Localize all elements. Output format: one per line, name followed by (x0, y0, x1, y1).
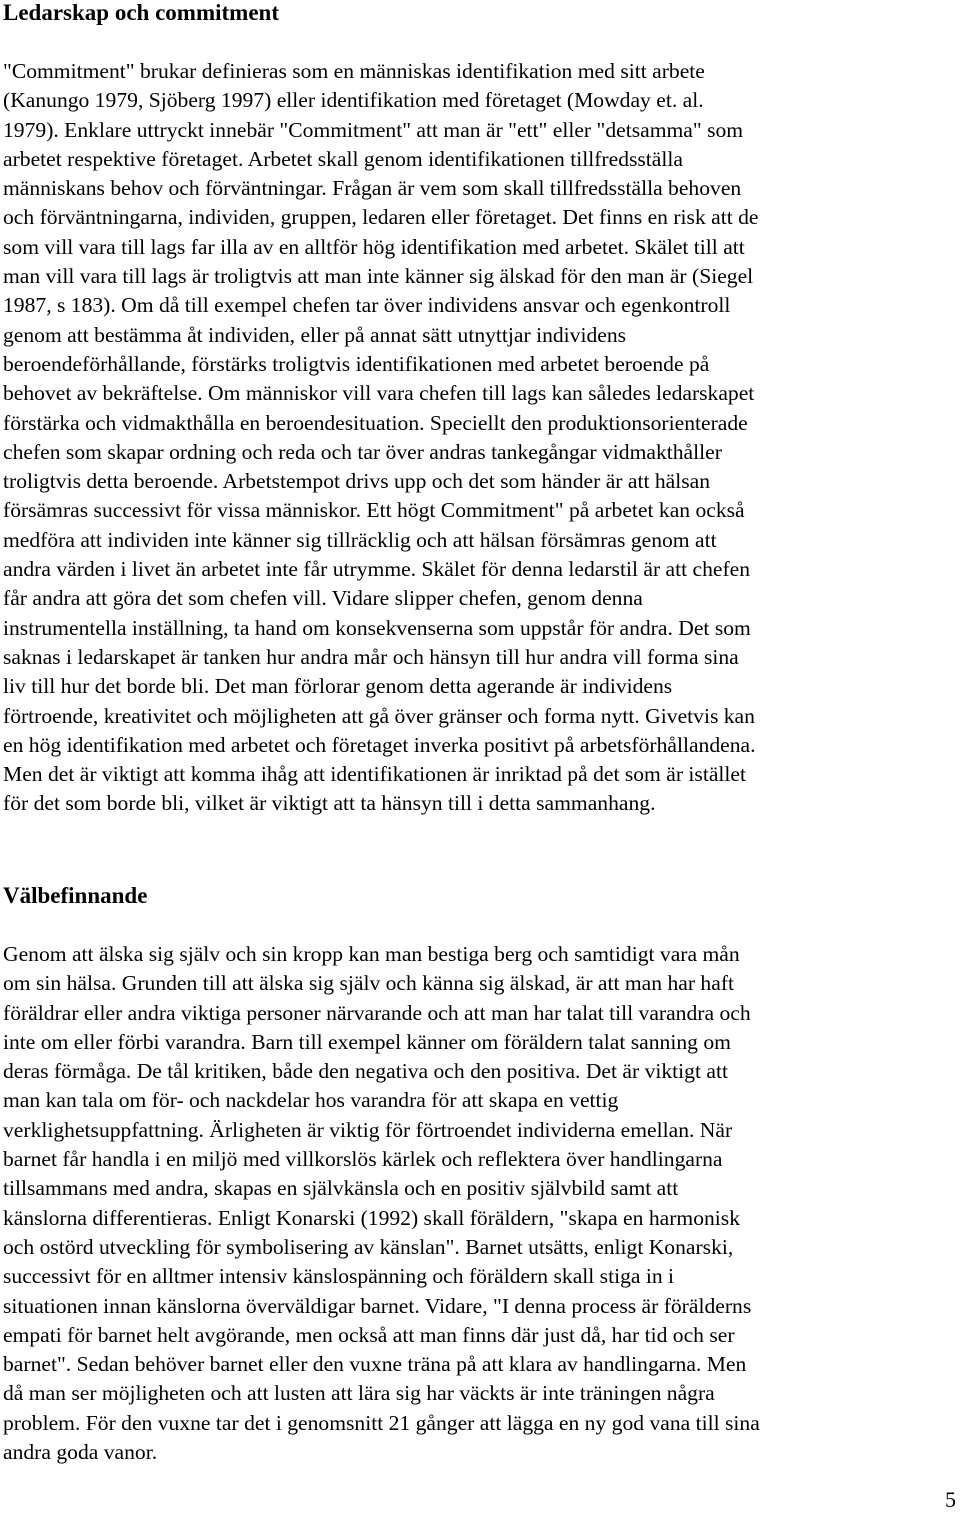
text-line: behovet av bekräftelse. Om människor vill vara chefen till lags kan således ledarskapet (3, 381, 755, 406)
text-line: man kan tala om för- och nackdelar hos varandra för att skapa en vettig (3, 1088, 619, 1113)
text-line: troligtvis detta beroende. Arbetstempot drivs upp och det som händer är att hälsan (3, 469, 711, 494)
text-line: (Kanungo 1979, Sjöberg 1997) eller identifikation med företaget (Mowday et. al. (3, 88, 704, 113)
text-line: förtroende, kreativitet och möjligheten att gå över gränser och forma nytt. Givetvis kan (3, 703, 755, 728)
paragraph-ledarskap (3, 57, 955, 819)
text-line: förstärka och vidmakthålla en beroendesituation. Speciellt den produktionsorienterade (3, 410, 748, 435)
text-line: andra goda vanor. (3, 1440, 158, 1465)
text-line: inte om eller förbi varandra. Barn till exempel känner om föräldern talat sanning om (3, 1029, 731, 1054)
paragraph-valbefinnande (3, 940, 955, 1467)
text-line: och ostörd utveckling för symbolisering av känslan". Barnet utsätts, enligt Konarski, (3, 1234, 734, 1259)
text-line: situationen innan känslorna överväldigar barnet. Vidare, "I denna process är förälderns (3, 1293, 752, 1318)
text-line: för det som borde bli, vilket är viktigt att ta hänsyn till i detta sammanhang. (3, 791, 656, 816)
text-line: liv till hur det borde bli. Det man förlorar genom detta agerande är individens (3, 674, 673, 699)
text-line: empati för barnet helt avgörande, men också att man finns där just då, har tid och ser (3, 1322, 735, 1347)
text-line: försämras successivt för vissa människor. Ett högt Commitment" på arbetet kan också (3, 498, 745, 523)
text-line: 1987, s 183). Om då till exempel chefen tar över individens ansvar och egenkontroll (3, 293, 731, 318)
text-line: som vill vara till lags far illa av en alltför hög identifikation med arbetet. Skälet till att (3, 234, 745, 259)
text-line: 1979). Enklare uttryckt innebär "Commitment" att man är "ett" eller "detsamma" som (3, 117, 744, 142)
text-line: "Commitment" brukar definieras som en människas identifikation med sitt arbete (3, 59, 705, 83)
text-line: tillsammans med andra, skapas en självkänsla och en positiv självbild samt att (3, 1176, 679, 1201)
text-line: chefen som skapar ordning och reda och tar över andras tankegångar vidmakthåller (3, 439, 722, 464)
text-line: instrumentella inställning, ta hand om konsekvenserna som uppstår för andra. Det som (3, 615, 751, 640)
text-line: Genom att älska sig själv och sin kropp kan man bestiga berg och samtidigt vara mån (3, 942, 740, 966)
text-line: successivt för en alltmer intensiv känslospänning och föräldern skall stiga in i (3, 1264, 675, 1289)
text-line: man vill vara till lags är troligtvis att man inte känner sig älskad för den man är (Siegel (3, 264, 754, 289)
text-line: känslorna differentieras. Enligt Konarski (1992) skall föräldern, "skapa en harmonisk (3, 1205, 740, 1230)
text-line: Men det är viktigt att komma ihåg att identifikationen är inriktad på det som är istället (3, 762, 746, 787)
text-line: och förväntningarna, individen, gruppen, ledaren eller företaget. Det finns en risk att de (3, 205, 759, 230)
section-heading-ledarskap: Ledarskap och commitment (3, 0, 279, 25)
text-line: deras förmåga. De tål kritiken, både den negativa och den positiva. Det är viktigt att (3, 1059, 728, 1084)
text-line: om sin hälsa. Grunden till att älska sig själv och känna sig älskad, är att man har haft (3, 971, 735, 996)
text-line: barnet". Sedan behöver barnet eller den vuxne träna på att klara av handlingarna. Men (3, 1352, 747, 1377)
text-line: problem. För den vuxne tar det i genomsnitt 21 gånger att lägga en ny god vana till sina (3, 1410, 760, 1435)
text-line: barnet får handla i en miljö med villkorslös kärlek och reflektera över handlingarna (3, 1147, 723, 1172)
text-line: föräldrar eller andra viktiga personer närvarande och att man har talat till varandra och (3, 1000, 751, 1025)
text-line: andra värden i livet än arbetet inte får utrymme. Skälet för denna ledarstil är att chefen (3, 557, 751, 582)
text-line: beroendeförhållande, förstärks troligtvis identifikationen med arbetet beroende på (3, 351, 710, 376)
text-line: en hög identifikation med arbetet och företaget inverka positivt på arbetsförhållandena. (3, 732, 756, 757)
text-line: människans behov och förväntningar. Frågan är vem som skall tillfredsställa behoven (3, 176, 742, 201)
text-line: då man ser möjligheten och att lusten att lära sig har väckts är inte träningen några (3, 1381, 715, 1406)
text-line: saknas i ledarskapet är tanken hur andra mår och hänsyn till hur andra vill forma sina (3, 644, 739, 669)
text-line: medföra att individen inte känner sig tillräcklig och att hälsan försämras genom att (3, 527, 717, 552)
page-number: 5 (945, 1487, 956, 1512)
text-line: genom att bestämma åt individen, eller på annat sätt utnyttjar individens (3, 322, 627, 347)
section-heading-valbefinnande: Välbefinnande (3, 883, 148, 908)
text-line: arbetet respektive företaget. Arbetet skall genom identifikationen tillfredsställa (3, 146, 683, 171)
text-line: verklighetsuppfattning. Ärligheten är viktig för förtroendet individerna emellan. När (3, 1117, 733, 1142)
text-line: får andra att göra det som chefen vill. Vidare slipper chefen, genom denna (3, 586, 643, 611)
